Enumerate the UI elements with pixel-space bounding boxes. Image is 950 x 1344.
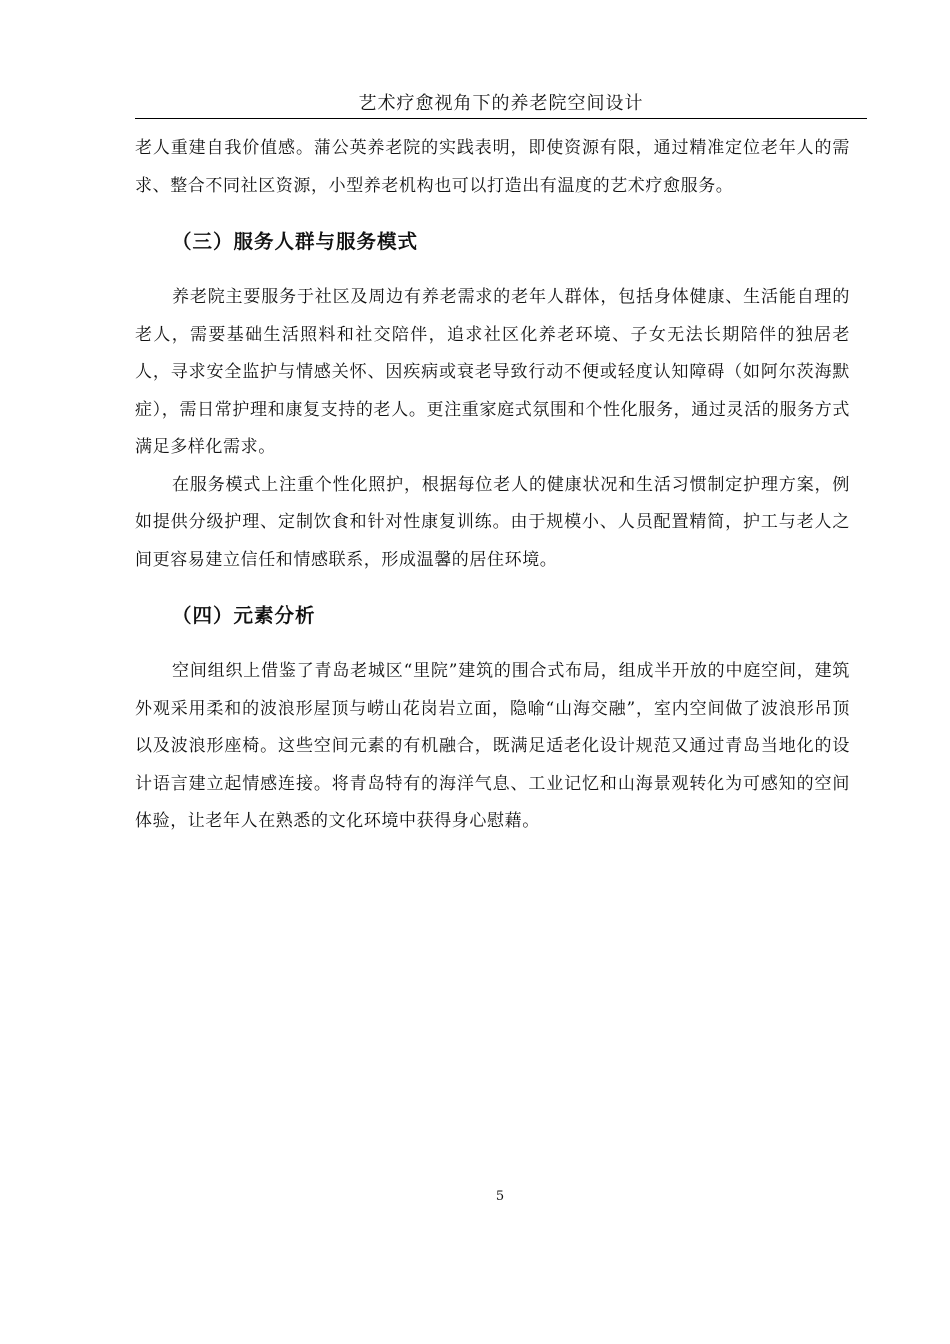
section-3-paragraph-2: 在服务模式上注重个性化照护，根据每位老人的健康状况和生活习惯制定护理方案，例如提供分级护理、定制饮食和针对性康复训练。由于规模小、人员配置精简，护工与老人之间更容易建立信任和情感联系，形成温馨的居住环境。: [135, 474, 850, 570]
page-number: 5: [495, 1189, 505, 1204]
section-heading-4: （四）元素分析: [172, 604, 316, 627]
section-heading-3: （三）服务人群与服务模式: [172, 230, 419, 253]
page-content: [135, 130, 850, 841]
header-rule: [135, 118, 867, 119]
intro-paragraph: 老人重建自我价值感。蒲公英养老院的实践表明，即使资源有限，通过精准定位老年人的需求、整合不同社区资源，小型养老机构也可以打造出有温度的艺术疗愈服务。: [135, 138, 850, 196]
section-4-paragraph-1: 空间组织上借鉴了青岛老城区“里院”建筑的围合式布局，组成半开放的中庭空间，建筑外观采用柔和的波浪形屋顶与崂山花岗岩立面，隐喻“山海交融”，室内空间做了波浪形吊顶以及波浪形座椅。这些空间元素的有机融合，既满足适老化设计规范又通过青岛当地化的设计语言建立起情感连接。将青岛特有的海洋气息、工业记忆和山海景观转化为可感知的空间体验，让老年人在熟悉的文化环境中获得身心慰藉。: [135, 661, 850, 831]
running-header: 艺术疗愈视角下的养老院空间设计: [358, 93, 644, 114]
section-3-paragraph-1: 养老院主要服务于社区及周边有养老需求的老年人群体，包括身体健康、生活能自理的老人，需要基础生活照料和社交陪伴，追求社区化养老环境、子女无法长期陪伴的独居老人，寻求安全监护与情感关怀、因疾病或衰老导致行动不便或轻度认知障碍（如阿尔茨海默症），需日常护理和康复支持的老人。更注重家庭式氛围和个性化服务，通过灵活的服务方式满足多样化需求。: [135, 287, 850, 457]
